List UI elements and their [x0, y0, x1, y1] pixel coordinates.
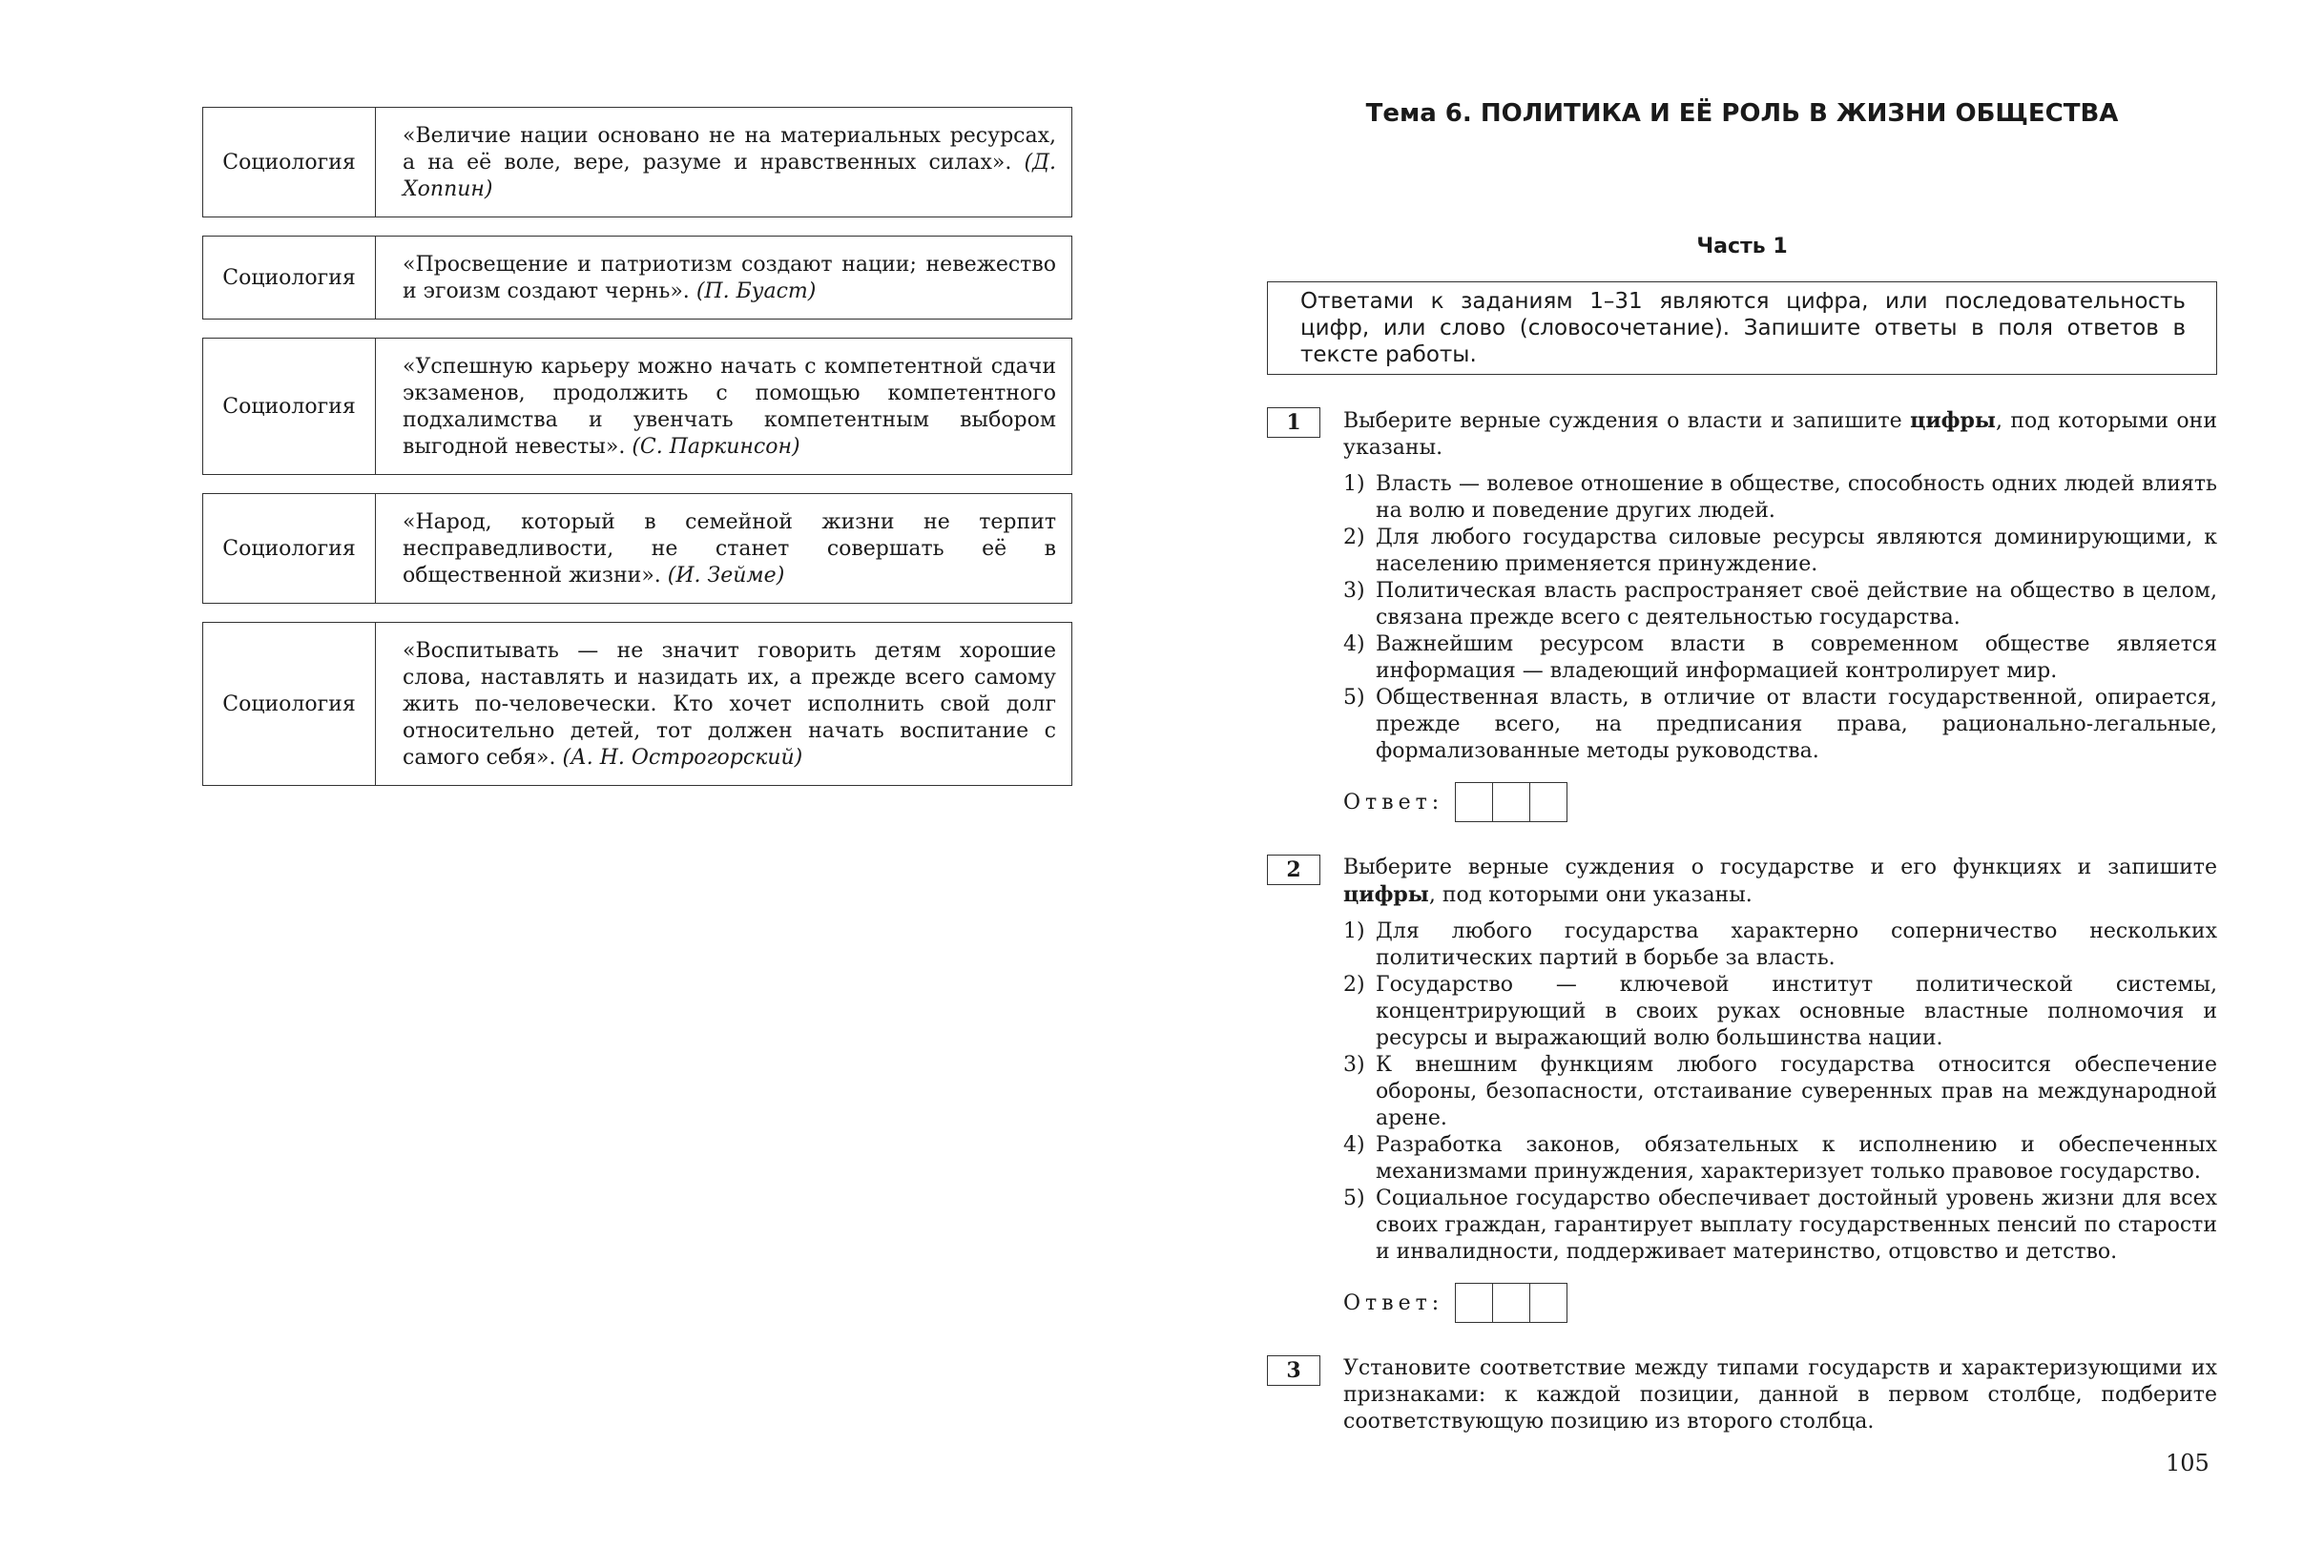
quote-text: «Просвещение и патриотизм создают нации; невежество и эгоизм создают чернь».: [403, 253, 1056, 303]
quote-author: (П. Буаст): [695, 279, 817, 303]
answer-cells: [1455, 782, 1567, 822]
option-item: [1343, 631, 2217, 685]
quote-author: (С. Паркинсон): [632, 435, 800, 459]
option-text: Общественная власть, в отличие от власти государственной, опирается, прежде всего, на предписания права, рационально-легальные, формализованные методы руководства.: [1376, 686, 2217, 763]
quote-text: «Успешную карьеру можно начать с компетентной сдачи экзаменов, продолжить с помощью компетентного подхалимства и увенчать компетентным выбором выгодной невесты».: [403, 355, 1056, 459]
quote-author: (Д. Хоппин): [403, 151, 1056, 201]
option-number: 5): [1343, 1186, 1365, 1210]
quote-subject: Социология: [203, 237, 376, 319]
right-page: [1267, 99, 2217, 1435]
answer-label: Ответ:: [1343, 1290, 1444, 1315]
option-number: 3): [1343, 1053, 1365, 1077]
quote-card: [202, 236, 1072, 320]
page-number: 105: [2166, 1450, 2210, 1476]
option-item: [1343, 685, 2217, 765]
option-number: 4): [1343, 1133, 1365, 1157]
options-list: [1343, 918, 2217, 1266]
stem-part: , под которыми они указаны.: [1428, 883, 1753, 907]
task-stem: [1343, 407, 2217, 462]
option-item: [1343, 471, 2217, 525]
option-number: 2): [1343, 526, 1365, 549]
task-number: 2: [1267, 855, 1320, 885]
task-number: 1: [1267, 407, 1320, 438]
option-text: Разработка законов, обязательных к исполнению и обеспеченных механизмами принуждения, характеризует только правовое государство.: [1376, 1133, 2217, 1184]
quote-author: (А. Н. Острогорский): [562, 746, 803, 770]
option-item: [1343, 918, 2217, 972]
option-text: К внешним функциям любого государства относится обеспечение обороны, безопасности, отстаивание суверенных прав на международной арене.: [1376, 1053, 2217, 1130]
quote-card: [202, 622, 1072, 786]
quote-body: [376, 494, 1071, 603]
answer-cell[interactable]: [1530, 783, 1567, 821]
stem-bold: цифры: [1910, 408, 1996, 433]
quote-card: [202, 493, 1072, 604]
answer-cell[interactable]: [1530, 1284, 1567, 1322]
answer-cell[interactable]: [1456, 783, 1493, 821]
option-item: [1343, 1186, 2217, 1266]
answer-row: [1343, 1283, 2217, 1323]
quote-subject: Социология: [203, 108, 376, 217]
task-1: [1267, 407, 2217, 822]
stem-part: , под которыми они указаны.: [1343, 409, 2217, 460]
quote-author: (И. Зейме): [667, 564, 785, 588]
quote-card: [202, 107, 1072, 217]
left-page: [202, 107, 1072, 804]
answer-cells: [1455, 1283, 1567, 1323]
option-text: Для любого государства характерно соперничество нескольких политических партий в борьбе за власть.: [1376, 919, 2217, 970]
option-text: Государство — ключевой институт политической системы, концентрирующий в своих руках основные властные полномочия и ресурсы и выражающий волю большинства нации.: [1376, 973, 2217, 1050]
option-item: [1343, 1132, 2217, 1186]
instructions-box: Ответами к заданиям 1–31 являются цифра, или последовательность цифр, или слово (словосочетание). Запишите ответы в поля ответов в тексте работы.: [1267, 281, 2217, 375]
stem-bold: цифры: [1343, 882, 1429, 907]
task-stem: [1343, 855, 2217, 909]
task-2: [1267, 855, 2217, 1323]
option-text: Социальное государство обеспечивает достойный уровень жизни для всех своих граждан, гарантирует выплату государственных пенсий по старости и инвалидности, поддерживает материнство, отцовство и детство.: [1376, 1186, 2217, 1264]
quote-body: [376, 623, 1071, 785]
topic-title: Тема 6. ПОЛИТИКА И ЕЁ РОЛЬ В ЖИЗНИ ОБЩЕСТВА: [1365, 99, 2119, 128]
task-stem: Установите соответствие между типами государств и характеризующими их признаками: к каждой позиции, данной в первом столбце, подберите соответствующую позицию из второго столбца.: [1343, 1356, 2217, 1434]
option-number: 4): [1343, 632, 1365, 656]
option-text: Важнейшим ресурсом власти в современном обществе является информация — владеющий информацией контролирует мир.: [1376, 632, 2217, 683]
option-item: [1343, 1052, 2217, 1132]
options-list: [1343, 471, 2217, 765]
quote-text: «Величие нации основано не на материальных ресурсах, а на её воле, вере, разуме и нравственных силах».: [403, 124, 1056, 175]
stem-part: Выберите верные суждения о власти и запишите: [1343, 409, 1911, 433]
quote-subject: Социология: [203, 494, 376, 603]
answer-cell[interactable]: [1456, 1284, 1493, 1322]
quote-text: «Народ, который в семейной жизни не терпит несправедливости, не станет совершать её в общественной жизни».: [403, 510, 1056, 588]
option-number: 2): [1343, 973, 1365, 997]
answer-cell[interactable]: [1493, 783, 1530, 821]
quote-card: [202, 338, 1072, 475]
answer-row: [1343, 782, 2217, 822]
option-text: Для любого государства силовые ресурсы являются доминирующими, к населению применяется принуждение.: [1376, 526, 2217, 576]
option-number: 3): [1343, 579, 1365, 603]
quote-body: [376, 339, 1071, 474]
option-item: [1343, 578, 2217, 631]
quote-subject: Социология: [203, 339, 376, 474]
task-number: 3: [1267, 1355, 1320, 1386]
stem-part: Выберите верные суждения о государстве и его функциях и запишите: [1343, 856, 2217, 879]
option-number: 5): [1343, 686, 1365, 710]
option-item: [1343, 972, 2217, 1052]
quote-body: [376, 237, 1071, 319]
option-text: Политическая власть распространяет своё действие на общество в целом, связана прежде всего с деятельностью государства.: [1376, 579, 2217, 629]
quote-subject: Социология: [203, 623, 376, 785]
quote-text: «Воспитывать — не значит говорить детям хорошие слова, наставлять и назидать их, а прежде всего самому жить по-человечески. Кто хочет исполнить свой долг относительно детей, тот должен начать воспитание с самого себя».: [403, 639, 1056, 770]
part-title: Часть 1: [1696, 235, 1788, 258]
answer-cell[interactable]: [1493, 1284, 1530, 1322]
option-item: [1343, 525, 2217, 578]
quote-body: [376, 108, 1071, 217]
task-3: [1267, 1355, 2217, 1435]
option-text: Власть — волевое отношение в обществе, способность одних людей влиять на волю и поведение других людей.: [1376, 472, 2217, 523]
option-number: 1): [1343, 919, 1365, 943]
option-number: 1): [1343, 472, 1365, 496]
answer-label: Ответ:: [1343, 790, 1444, 815]
